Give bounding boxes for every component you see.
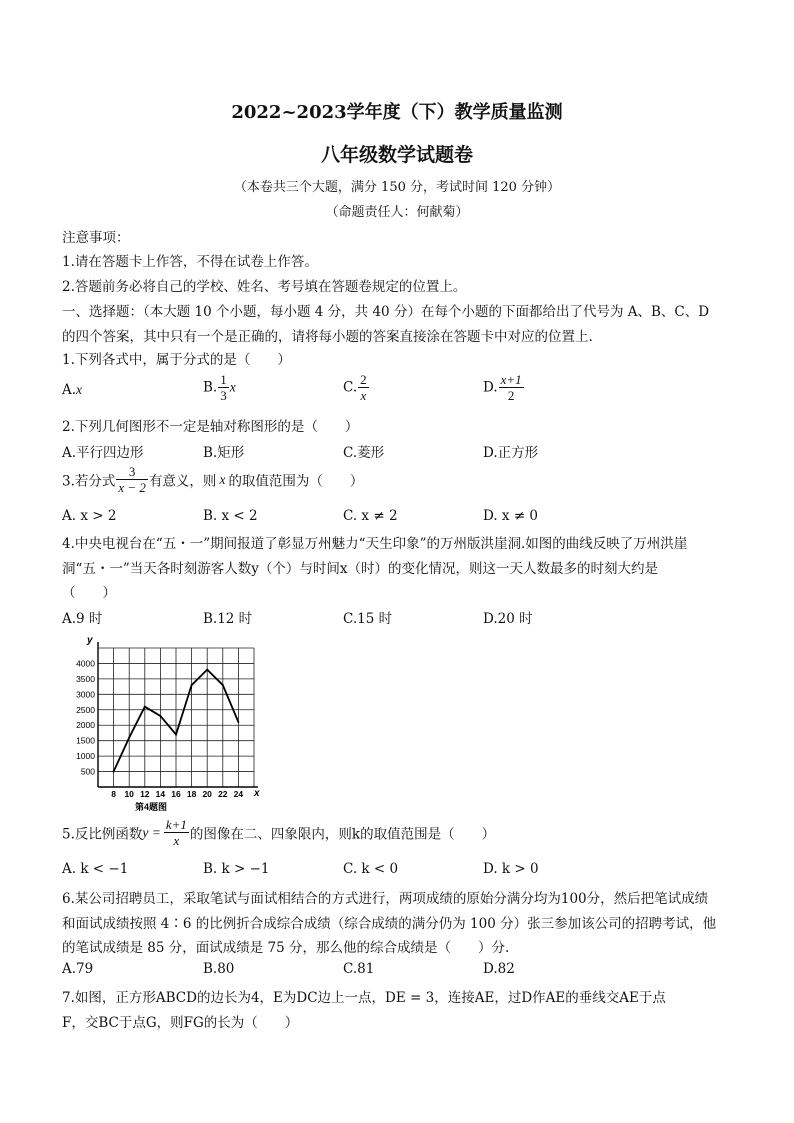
question-6-stem: 6.某公司招聘员工，采取笔试与面试相结合的方式进行，两项成绩的原始分满分均为100分，然后把笔试成绩 [62,891,709,907]
visitor-count-line-chart [60,630,270,816]
question-7-stem: 7.如图，正方形ABCD的边长为4，E为DC边上一点，DE = 3，连接AE，过D作AE的垂线交AE于点 [62,990,666,1006]
q6-option-b: B.80 [203,961,235,977]
section-instructions: 一、选择题：（本大题 10 个小题，每小题 4 分，共 40 分）在每个小题的下面都给出了代号为 A、B、C、D [62,304,710,320]
chart-x-tick-label: 14 [155,789,166,799]
chart-y-tick-label: 3000 [76,689,95,700]
q1-option-b: B. $\frac{1}{3}$ x [203,372,236,403]
chart-x-tick-label: 22 [218,789,228,799]
chart-caption: 第4题图 [135,802,168,812]
q6-option-d: D.82 [483,961,515,977]
q1-option-c: C. $\frac{2}{x}$ [343,372,367,403]
chart-y-tick-label: 2500 [76,704,95,715]
notice-item: 1.请在答题卡上作答，不得在试卷上作答。 [62,254,318,270]
chart-y-tick-label: 500 [80,766,95,777]
chart-y-tick-label: 1500 [76,735,95,746]
q5-option-a: A. k < −1 [62,861,129,877]
q3-option-c: C. x ≠ 2 [343,508,398,524]
q1-option-a: A.x [62,382,83,398]
q4-option-c: C.15 时 [343,611,393,627]
notice-heading: 注意事项： [62,230,130,246]
chart-x-tick-label: 8 [111,789,116,799]
question-4-stem: （ ） [62,585,116,601]
q3-option-d: D. x ≠ 0 [483,508,539,524]
notice-item: 2.答题前务必将自己的学校、姓名、考号填在答题卷规定的位置上。 [62,279,467,295]
chart-data-point [191,684,193,686]
q2-option-d: D.正方形 [483,445,539,461]
q5-option-c: C. k < 0 [343,861,399,877]
question-6-stem: 的笔试成绩是 85 分，面试成绩是 75 分，那么他的综合成绩是（ ）分. [62,940,510,956]
q2-option-c: C.菱形 [343,445,385,461]
q4-option-b: B.12 时 [203,611,253,627]
q3-option-a: A. x > 2 [62,508,117,524]
chart-x-tick-label: 18 [186,789,197,799]
chart-data-point [113,771,115,773]
chart-data-point [175,734,177,736]
q5-option-d: D. k > 0 [483,861,539,877]
chart-data-point [238,721,240,723]
chart-x-tick-label: 12 [140,789,150,799]
question-7-stem: F，交BC于点G，则FG的长为（ ） [62,1015,299,1031]
chart-data-point [160,715,162,717]
q2-option-b: B.矩形 [203,445,245,461]
q3-option-b: B. x < 2 [203,508,258,524]
chart-y-tick-label: 1000 [76,751,95,762]
question-4-stem: 洞“五・一”当天各时刻游客人数y（个）与时间x（时）的变化情况，则这一天人数最多的时刻大约是 [62,561,659,577]
question-3-stem: 3.若分式 $\frac{3}{x - 2}$ 有意义，则 x 的取值范围为（ ） [62,464,364,495]
chart-x-tick-label: 16 [171,789,181,799]
question-1-stem: 1.下列各式中，属于分式的是（ ） [62,352,291,368]
question-4-stem: 4.中央电视台在“五・一”期间报道了彰显万州魅力“天生印象”的万州版洪崖洞.如图的曲线反映了万州洪崖 [62,536,688,552]
chart-y-tick-label: 4000 [76,658,95,669]
chart-data-point [206,669,208,671]
q2-option-a: A.平行四边形 [62,445,144,461]
chart-data-point [128,737,130,739]
exam-subtitle: 八年级数学试题卷 [320,144,473,166]
exam-title: 2022~2023学年度（下）教学质量监测 [231,102,563,123]
question-6-stem: 和面试成绩按照 4∶6 的比例折合成综合成绩（综合成绩的满分仍为 100 分）张三参加该公司的招聘考试，他 [62,916,717,932]
section-instructions: 的四个答案，其中只有一个是正确的，请将每小题的答案直接涂在答题卡中对应的位置上. [62,329,593,345]
exam-info: （本卷共三个大题，满分 150 分，考试时间 120 分钟） [233,180,561,195]
chart-x-tick-label: 20 [202,789,212,799]
q4-option-d: D.20 时 [483,611,533,627]
chart-x-axis-label: x [254,788,260,799]
chart-data-point [222,684,224,686]
question-5-stem: 5.反比例函数y = $\frac{k+1}{x}$ 的图像在二、四象限内，则k的取值范围是（ ） [62,817,496,848]
chart-y-axis-label: y [87,635,93,646]
chart-y-tick-label: 3500 [76,673,95,684]
q4-option-a: A.9 时 [62,611,103,627]
question-2-stem: 2.下列几何图形不一定是轴对称图形的是（ ） [62,419,359,435]
q5-option-b: B. k > −1 [203,861,270,877]
q6-option-c: C.81 [343,961,375,977]
chart-y-tick-label: 2000 [76,720,95,731]
q6-option-a: A.79 [62,961,94,977]
chart-x-tick-label: 24 [233,789,244,799]
chart-data-point [144,706,146,708]
chart-x-tick-label: 10 [124,789,134,799]
q1-option-d: D. $\frac{x+1}{2}$ [483,372,522,403]
exam-author: （命题责任人：何献菊） [325,205,469,220]
